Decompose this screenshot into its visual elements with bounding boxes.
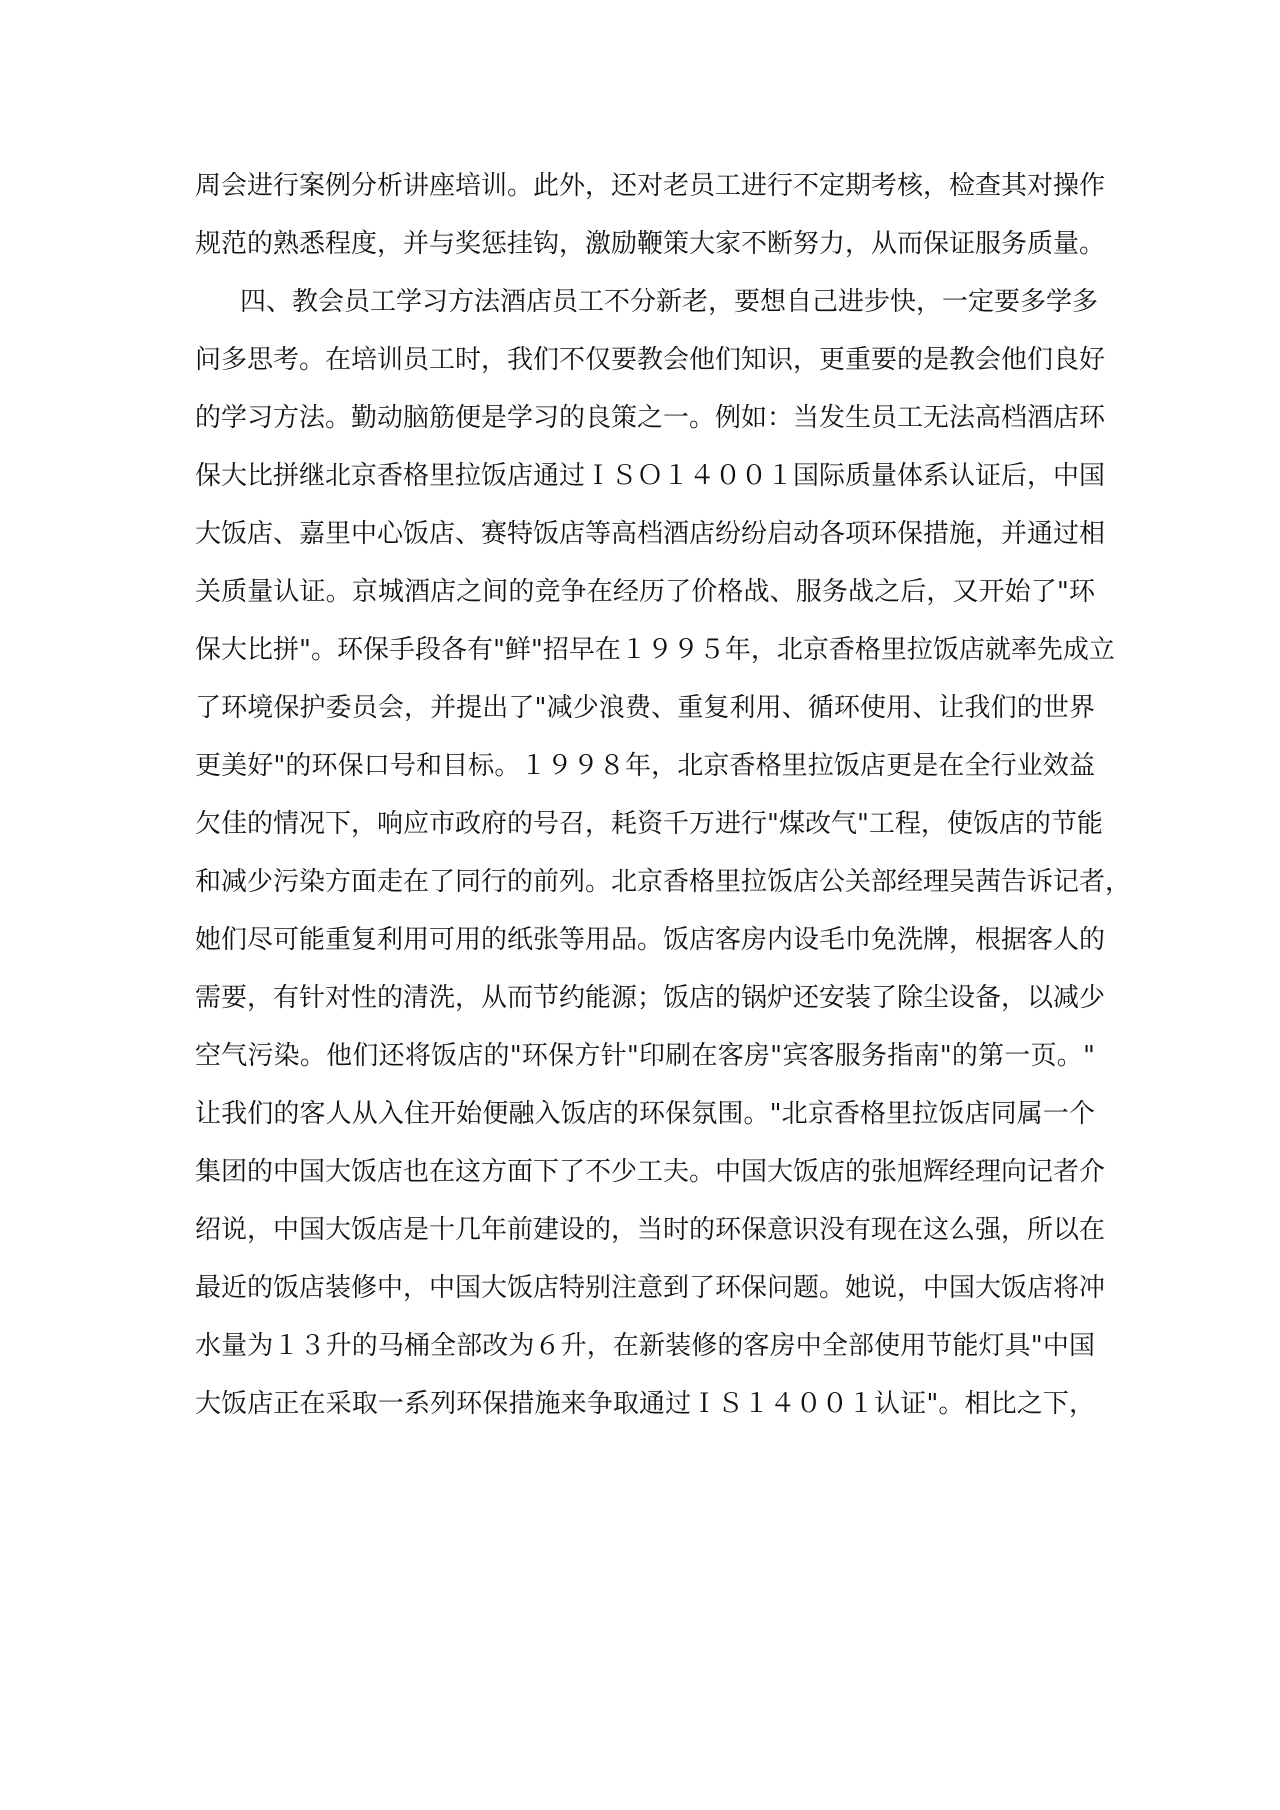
text-line: 规范的熟悉程度，并与奖惩挂钩，激励鞭策大家不断努力，从而保证服务质量。 [195,229,1106,259]
text-line: 保大比拼"。环保手段各有"鲜"招早在１９９５年，北京香格里拉饭店就率先成立 [195,635,1115,665]
text-line: 需要，有针对性的清洗，从而节约能源；饭店的锅炉还安装了除尘设备，以减少 [195,983,1106,1013]
text-line: 水量为１３升的马桶全部改为６升，在新装修的客房中全部使用节能灯具"中国 [195,1331,1095,1361]
text-line: 最近的饭店装修中，中国大饭店特别注意到了环保问题。她说，中国大饭店将冲 [195,1273,1106,1303]
text-line: 问多思考。在培训员工时，我们不仅要教会他们知识，更重要的是教会他们良好 [195,345,1106,375]
text-line: 集团的中国大饭店也在这方面下了不少工夫。中国大饭店的张旭辉经理向记者介 [195,1157,1106,1187]
text-line: 了环境保护委员会，并提出了"减少浪费、重复利用、循环使用、让我们的世界 [195,693,1095,723]
text-line: 空气污染。他们还将饭店的"环保方针"印刷在客房"宾客服务指南"的第一页。" [195,1041,1095,1071]
text-line: 让我们的客人从入住开始便融入饭店的环保氛围。"北京香格里拉饭店同属一个 [195,1099,1095,1129]
text-line: 的学习方法。勤动脑筋便是学习的良策之一。例如：当发生员工无法高档酒店环 [195,403,1106,433]
text-line: 更美好"的环保口号和目标。１９９８年，北京香格里拉饭店更是在全行业效益 [195,751,1095,781]
text-line: 和减少污染方面走在了同行的前列。北京香格里拉饭店公关部经理吴茜告诉记者， [195,867,1132,897]
text-line: 保大比拼继北京香格里拉饭店通过ＩＳＯ１４００１国际质量体系认证后，中国 [195,461,1106,491]
text-line: 关质量认证。京城酒店之间的竞争在经历了价格战、服务战之后，又开始了"环 [195,577,1095,607]
text-line: 大饭店正在采取一系列环保措施来争取通过ＩＳ１４００１认证"。相比之下， [195,1389,1095,1419]
text-line: 欠佳的情况下，响应市政府的号召，耗资千万进行"煤改气"工程，使饭店的节能 [195,809,1103,839]
text-line: 她们尽可能重复利用可用的纸张等用品。饭店客房内设毛巾免洗牌，根据客人的 [195,925,1106,955]
paragraph-start-line: 四、教会员工学习方法酒店员工不分新老，要想自己进步快，一定要多学多 [240,287,1099,317]
text-line: 周会进行案例分析讲座培训。此外，还对老员工进行不定期考核，检查其对操作 [195,171,1106,201]
text-line: 绍说，中国大饭店是十几年前建设的，当时的环保意识没有现在这么强，所以在 [195,1215,1106,1245]
text-line: 大饭店、嘉里中心饭店、赛特饭店等高档酒店纷纷启动各项环保措施，并通过相 [195,519,1106,549]
